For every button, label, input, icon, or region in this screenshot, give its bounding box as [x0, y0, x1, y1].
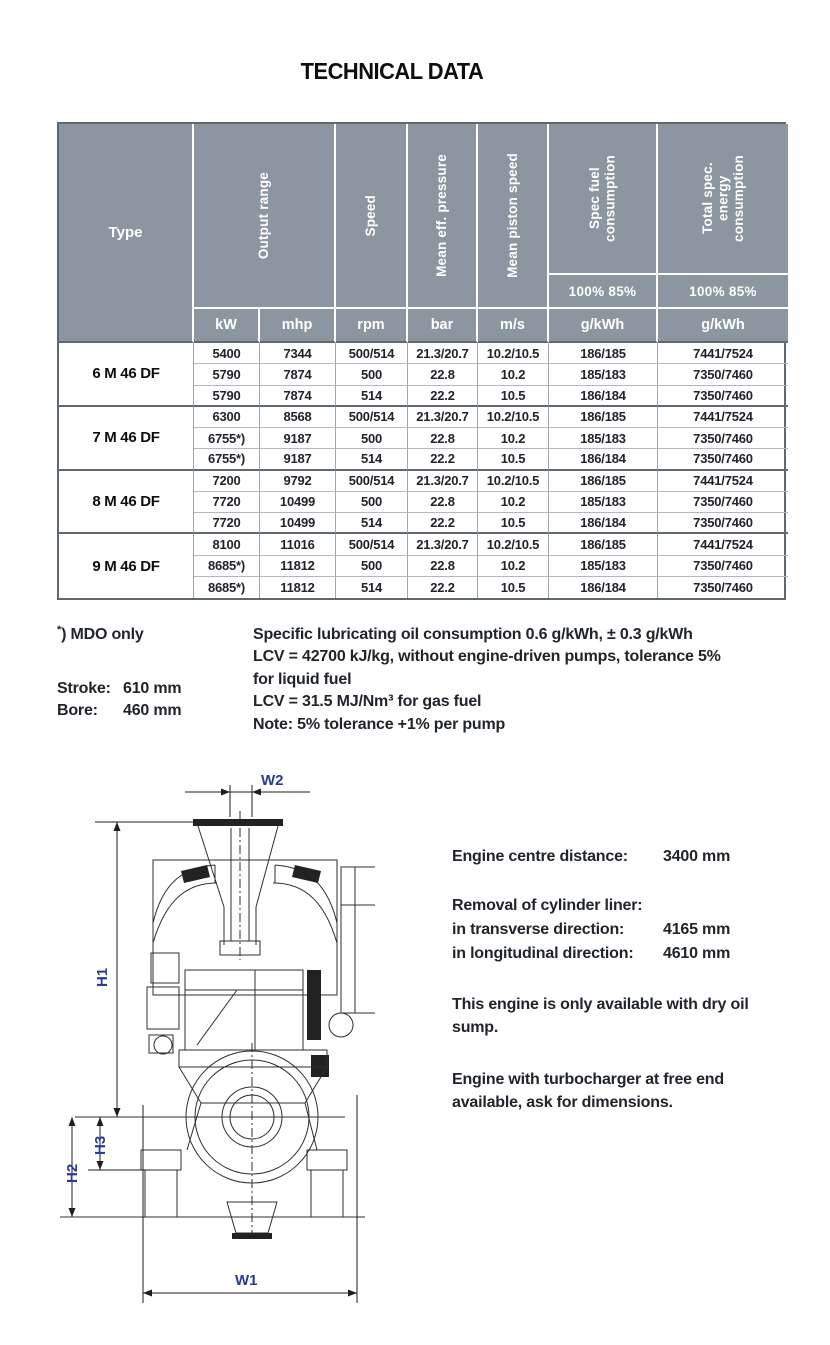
cell: 186/185	[549, 407, 658, 428]
turbocharger-note: Engine with turbocharger at free end available, ask for dimensions.	[452, 1071, 724, 1111]
header-mean-piston-speed: Mean piston speed	[478, 124, 549, 309]
dim-label-w1: W1	[235, 1272, 258, 1289]
cell: 514	[336, 577, 408, 598]
cell: 186/184	[549, 386, 658, 407]
cell: 11016	[260, 534, 336, 555]
cell: 10.2/10.5	[478, 534, 549, 555]
cell: 514	[336, 513, 408, 534]
cell: 6300	[194, 407, 260, 428]
cell: 186/184	[549, 577, 658, 598]
cell: 8568	[260, 407, 336, 428]
note-line: Specific lubricating oil consumption 0.6 g/kWh, ± 0.3 g/kWh	[253, 626, 693, 643]
cell: 9187	[260, 428, 336, 449]
unit-ms: m/s	[478, 309, 549, 343]
cell: 8685*)	[194, 577, 260, 598]
centre-distance-row: Engine centre distance: 3400 mm	[452, 848, 731, 865]
cell: 22.8	[408, 492, 478, 513]
cell: 22.8	[408, 364, 478, 385]
cell: 500/514	[336, 343, 408, 364]
cell: 10.2	[478, 556, 549, 577]
consumption-notes	[253, 624, 721, 736]
cell: 7344	[260, 343, 336, 364]
cell: 7350/7460	[658, 364, 788, 385]
note-line: Note: 5% tolerance +1% per pump	[253, 715, 506, 733]
header-mean-eff-pressure: Mean eff. pressure	[408, 124, 478, 309]
cell: 11812	[260, 556, 336, 577]
dim-label-h2: H2	[64, 1163, 81, 1183]
engine-type-label: 9 M 46 DF	[59, 534, 194, 598]
cell: 500	[336, 492, 408, 513]
cell: 10499	[260, 513, 336, 534]
cell: 500/514	[336, 534, 408, 555]
cell: 7350/7460	[658, 428, 788, 449]
cell: 7350/7460	[658, 556, 788, 577]
load-points-total-spec: 100% 85%	[658, 275, 788, 309]
cell: 7441/7524	[658, 471, 788, 492]
unit-rpm: rpm	[336, 309, 408, 343]
cell: 7720	[194, 492, 260, 513]
cell: 10.2/10.5	[478, 343, 549, 364]
cell: 185/183	[549, 492, 658, 513]
cell: 21.3/20.7	[408, 407, 478, 428]
cell: 7720	[194, 513, 260, 534]
load-points-spec-fuel: 100% 85%	[549, 275, 658, 309]
cell: 500	[336, 364, 408, 385]
cell: 7350/7460	[658, 449, 788, 470]
unit-mhp: mhp	[260, 309, 336, 343]
cell: 186/185	[549, 534, 658, 555]
cell: 514	[336, 386, 408, 407]
cell: 7441/7524	[658, 407, 788, 428]
cell: 7441/7524	[658, 343, 788, 364]
cell: 11812	[260, 577, 336, 598]
cell: 22.2	[408, 513, 478, 534]
cell: 500	[336, 556, 408, 577]
note-line: LCV = 31.5 MJ/Nm³ for gas fuel	[253, 693, 482, 711]
note-line: LCV = 42700 kJ/kg, without engine-driven pumps, tolerance 5%	[253, 648, 721, 666]
bore-spec: Bore: 460 mm	[57, 702, 182, 719]
engine-info	[452, 845, 770, 1114]
dim-label-h1: H1	[94, 967, 111, 987]
cell: 8100	[194, 534, 260, 555]
cylinder-liner-block: Removal of cylinder liner: in transverse direction: 4165 mm in longitudinal direction: 4610 mm	[452, 897, 731, 962]
cell: 186/184	[549, 449, 658, 470]
cell: 7874	[260, 386, 336, 407]
cell: 185/183	[549, 556, 658, 577]
cell: 10.2/10.5	[478, 471, 549, 492]
header-speed: Speed	[336, 124, 408, 309]
header-output-range: Output range	[194, 124, 336, 309]
stroke-spec: Stroke: 610 mm	[57, 680, 182, 697]
footnote-mdo: *) MDO only	[57, 624, 144, 643]
cell: 22.2	[408, 577, 478, 598]
cell: 21.3/20.7	[408, 343, 478, 364]
header-type: Type	[59, 124, 194, 343]
cell: 10499	[260, 492, 336, 513]
engine-type-label: 7 M 46 DF	[59, 407, 194, 471]
cell: 6755*)	[194, 428, 260, 449]
cell: 10.2/10.5	[478, 407, 549, 428]
cell: 22.2	[408, 386, 478, 407]
header-total-spec-energy: Total spec. energy consumption	[658, 124, 788, 275]
cell: 500/514	[336, 471, 408, 492]
cell: 9187	[260, 449, 336, 470]
cell: 22.8	[408, 556, 478, 577]
header-spec-fuel-consumption: Spec fuel consumption	[549, 124, 658, 275]
unit-kw: kW	[194, 309, 260, 343]
cell: 10.2	[478, 492, 549, 513]
cell: 7441/7524	[658, 534, 788, 555]
dry-sump-note: This engine is only available with dry oil sump.	[452, 996, 749, 1036]
unit-gkwh-fuel: g/kWh	[549, 309, 658, 343]
cell: 500	[336, 428, 408, 449]
engine-type-label: 6 M 46 DF	[59, 343, 194, 407]
cell: 10.5	[478, 577, 549, 598]
cell: 5790	[194, 386, 260, 407]
cell: 186/185	[549, 343, 658, 364]
cell: 7350/7460	[658, 386, 788, 407]
cell: 22.8	[408, 428, 478, 449]
unit-bar: bar	[408, 309, 478, 343]
cell: 514	[336, 449, 408, 470]
cell: 10.2	[478, 364, 549, 385]
technical-data-table	[57, 122, 786, 600]
cell: 8685*)	[194, 556, 260, 577]
cell: 7350/7460	[693, 579, 753, 595]
cell: 6755*)	[194, 449, 260, 470]
cell: 186/184	[549, 513, 658, 534]
cell: 10.5	[478, 386, 549, 407]
cell: 5400	[194, 343, 260, 364]
cell: 7350/7460	[658, 513, 788, 534]
cell: 9792	[260, 471, 336, 492]
cell: 21.3/20.7	[408, 471, 478, 492]
cell: 10.5	[478, 449, 549, 470]
dim-label-w2: W2	[261, 772, 284, 789]
cell: 22.2	[408, 449, 478, 470]
page-title: TECHNICAL DATA	[300, 58, 484, 84]
cell: 7200	[194, 471, 260, 492]
cell: 185/183	[549, 428, 658, 449]
engine-type-label: 8 M 46 DF	[59, 471, 194, 535]
note-line: for liquid fuel	[253, 670, 352, 688]
cell: 186/185	[549, 471, 658, 492]
cell: 5790	[194, 364, 260, 385]
cell: 7350/7460	[658, 492, 788, 513]
cell: 7874	[260, 364, 336, 385]
cell: 21.3/20.7	[408, 534, 478, 555]
cell: 185/183	[549, 364, 658, 385]
engine-drawing	[45, 755, 375, 1335]
dim-label-h3: H3	[92, 1135, 109, 1155]
cell: 10.5	[478, 513, 549, 534]
cell: 10.2	[478, 428, 549, 449]
cell: 500/514	[336, 407, 408, 428]
unit-gkwh-energy: g/kWh	[658, 309, 788, 343]
